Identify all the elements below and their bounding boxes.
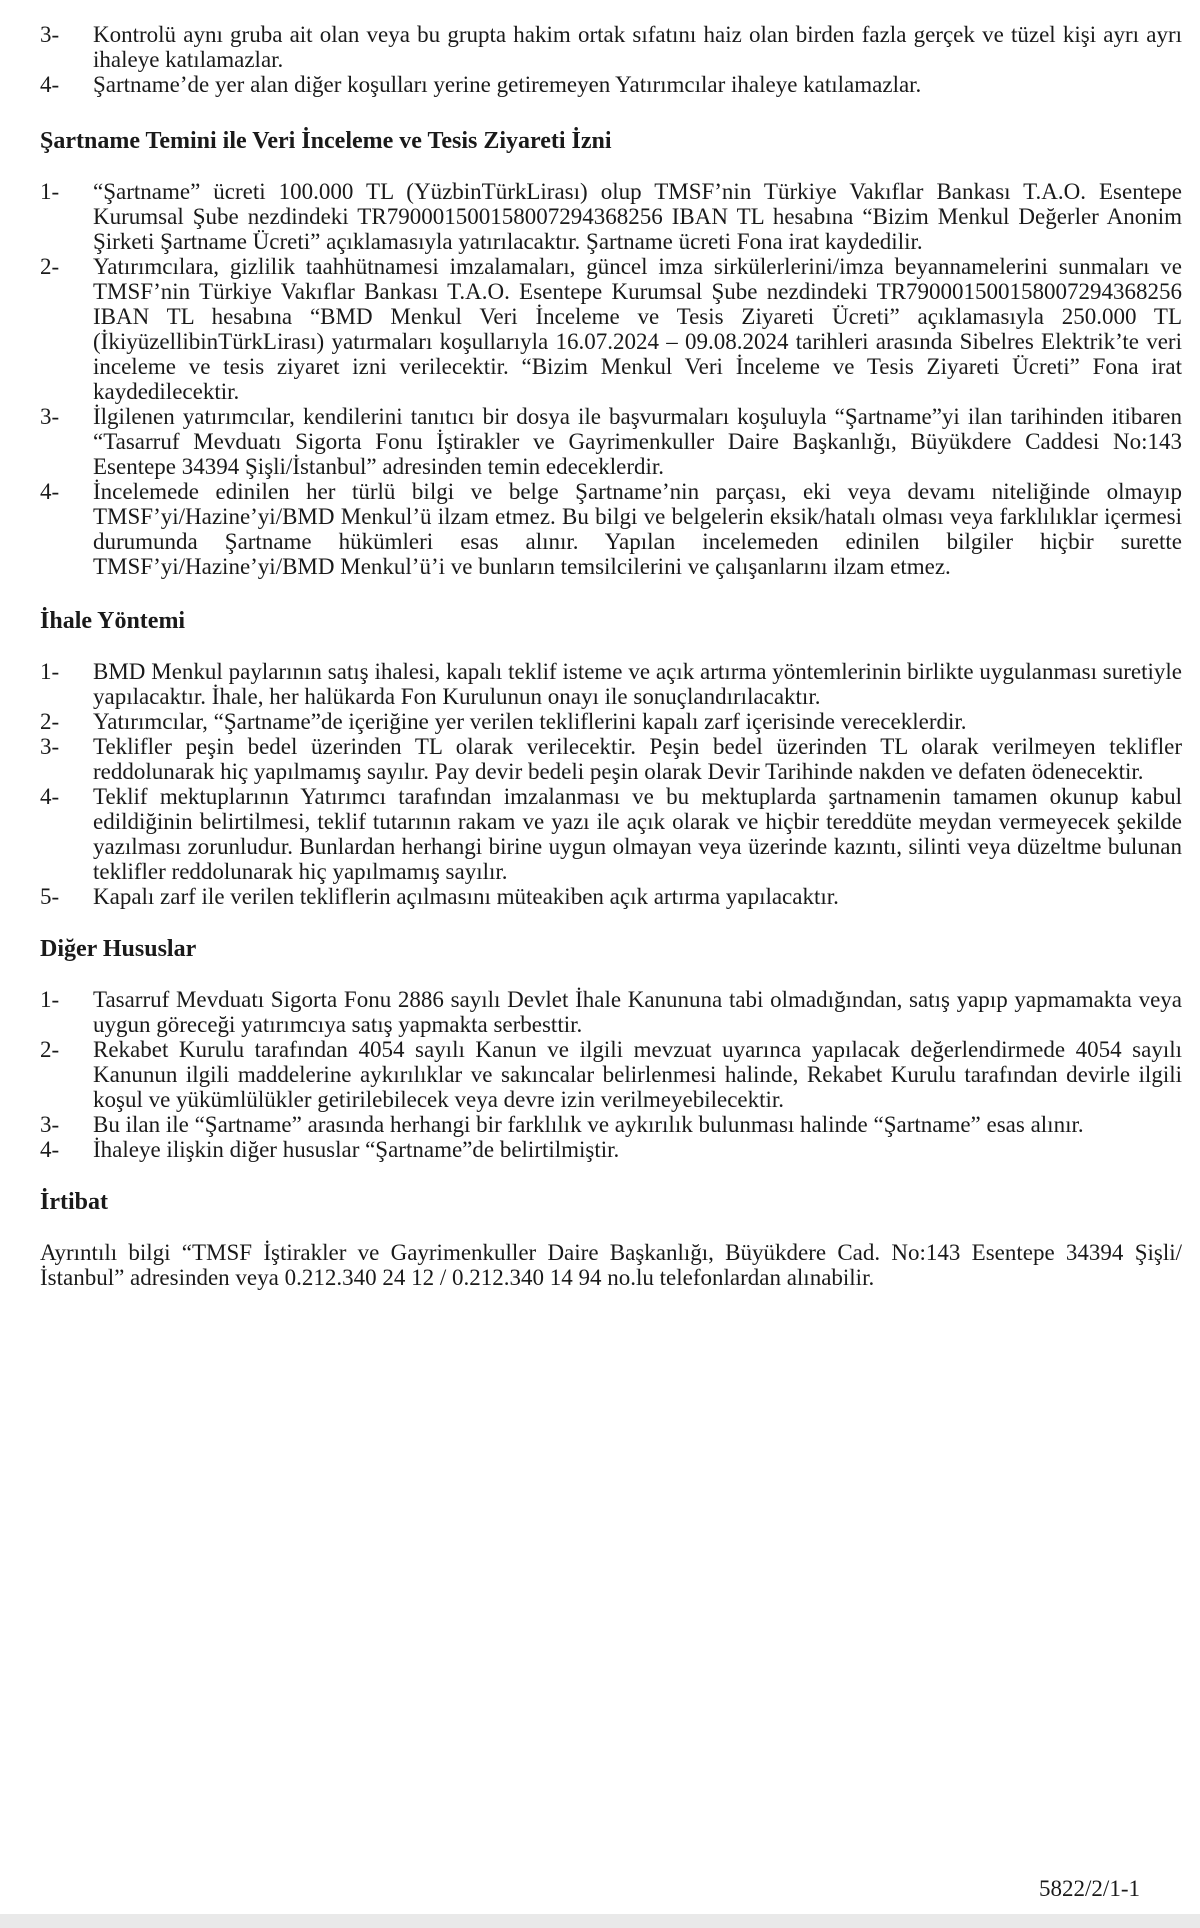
list-item [40,179,1182,254]
item-text: Şartname’de yer alan diğer koşulları yerine getiremeyen Yatırımcılar ihaleye katılamazlar. [93,72,922,97]
item-text: Teklifler peşin bedel üzerinden TL olarak verilecektir. Peşin bedel üzerinden TL olarak verilmeyen teklifler reddolunarak hiç yapılmamış sayılır. Pay devir bedeli peşin olarak Devir Tarihinde nakden ve defaten ödenecektir. [93,734,1182,784]
item-number: 1- [40,659,60,684]
intro-list [40,22,1182,97]
item-text: Kapalı zarf ile verilen tekliflerin açılmasını müteakiben açık artırma yapılacaktır. [93,884,839,909]
list-item [40,784,1182,884]
item-text: Yatırımcılara, gizlilik taahhütnamesi imzalamaları, güncel imza sirkülerlerini/imza beyannamelerini sunmaları ve TMSF’nin Türkiye Vakıflar Bankası T.A.O. Esentepe Kurumsal Şube nezdindeki TR790001500158007294368256 IBAN TL hesabına “BMD Menkul Veri İnceleme ve Tesis Ziyareti Ücreti” açıklamasıyla 250.000 TL (İkiyüzellibinTürkLirası) yatırmaları koşullarıyla 16.07.2024 – 09.08.2024 tarihleri arasında Sibelres Elektrik’te veri inceleme ve tesis ziyaret izni verilecektir. “Bizim Menkul Veri İnceleme ve Tesis Ziyareti Ücreti” Fona irat kaydedilecektir. [93,254,1182,404]
list-item [40,254,1182,404]
list-item [40,659,1182,709]
page-bottom-edge [0,1914,1200,1928]
list-item [40,709,1182,734]
item-text: “Şartname” ücreti 100.000 TL (YüzbinTürkLirası) olup TMSF’nin Türkiye Vakıflar Bankası T.A.O. Esentepe Kurumsal Şube nezdindeki TR790001500158007294368256 IBAN TL hesabına “Bizim Menkul Değerler Anonim Şirketi Şartname Ücreti” açıklamasıyla yatırılacaktır. Şartname ücreti Fona irat kaydedilir. [93,179,1182,254]
item-text: İhaleye ilişkin diğer hususlar “Şartname”de belirtilmiştir. [93,1137,620,1162]
list-item [40,884,1182,909]
item-text: Kontrolü aynı gruba ait olan veya bu grupta hakim ortak sıfatını haiz olan birden fazla gerçek ve tüzel kişi ayrı ayrı ihaleye katılamazlar. [93,22,1182,72]
item-text: İncelemede edinilen her türlü bilgi ve belge Şartname’nin parçası, eki veya devamı niteliğinde olmayıp TMSF’yi/Hazine’yi/BMD Menkul’ü ilzam etmez. Bu bilgi ve belgelerin eksik/hatalı olması veya farklılıklar içermesi durumunda Şartname hükümleri esas alınır. Yapılan incelemeden edinilen bilgiler hiçbir surette TMSF’yi/Hazine’yi/BMD Menkul’ü’i ve bunların temsilcilerini ve çalışanlarını ilzam etmez. [93,479,1182,579]
list-item [40,1037,1182,1112]
section-title-ihale-yontemi: İhale Yöntemi [40,608,186,634]
list-item [40,987,1182,1037]
list-item [40,734,1182,784]
list-item [40,72,1182,97]
section-list-diger-hususlar [40,987,1182,1162]
item-number: 4- [40,784,60,809]
item-text: BMD Menkul paylarının satış ihalesi, kapalı teklif isteme ve açık artırma yöntemlerinin birlikte uygulanması suretiyle yapılacaktır. İhale, her halükarda Fon Kurulunun onayı ile sonuçlandırılacaktır. [93,659,1182,709]
item-text: Teklif mektuplarının Yatırımcı tarafından imzalanması ve bu mektuplarda şartnamenin tamamen okunup kabul edildiğinin belirtilmesi, teklif tutarının rakam ve yazı ile açık olarak ve hiçbir tereddüte meydan vermeyecek şekilde yazılması zorunludur. Bunlardan herhangi birine uygun olmayan veya üzerinde kazıntı, silinti veya düzeltme bulunan teklifler reddolunarak hiç yapılmamış sayılır. [93,784,1182,884]
item-number: 5- [40,884,60,909]
item-number: 3- [40,1112,60,1137]
item-text: Rekabet Kurulu tarafından 4054 sayılı Kanun ve ilgili mevzuat uyarınca yapılacak değerlendirmede 4054 sayılı Kanunun ilgili maddelerine aykırılıklar ve sakıncalar belirlenmesi halinde, Rekabet Kurulu tarafından devirle ilgili koşul ve yükümlülükler getirilebilecek veya devre izin verilmeyebilecektir. [93,1037,1182,1112]
list-item [40,1112,1182,1137]
item-text: Yatırımcılar, “Şartname”de içeriğine yer verilen tekliflerini kapalı zarf içerisinde vereceklerdir. [93,709,967,734]
item-number: 2- [40,254,60,279]
item-number: 3- [40,404,60,429]
list-item [40,479,1182,579]
list-item [40,404,1182,479]
item-number: 2- [40,1037,60,1062]
list-item [40,22,1182,72]
item-number: 1- [40,179,60,204]
item-number: 4- [40,479,60,504]
list-item [40,1137,1182,1162]
item-number: 3- [40,22,60,47]
item-number: 2- [40,709,60,734]
section-title-sartname-temini: Şartname Temini ile Veri İnceleme ve Tesis Ziyareti İzni [40,128,612,154]
item-number: 4- [40,1137,60,1162]
document-reference-number: 5822/2/1-1 [1039,1876,1140,1901]
item-text: Bu ilan ile “Şartname” arasında herhangi bir farklılık ve aykırılık bulunması halinde “Şartname” esas alınır. [93,1112,1084,1137]
section-list-ihale-yontemi [40,659,1182,909]
item-number: 1- [40,987,60,1012]
item-text: Tasarruf Mevduatı Sigorta Fonu 2886 sayılı Devlet İhale Kanununa tabi olmadığından, satış yapıp yapmamakta veya uygun göreceği yatırımcıya satış yapmakta serbesttir. [93,987,1182,1037]
item-text: İlgilenen yatırımcılar, kendilerini tanıtıcı bir dosya ile başvurmaları koşuluyla “Şartname”yi ilan tarihinden itibaren “Tasarruf Mevduatı Sigorta Fonu İştirakler ve Gayrimenkuller Daire Başkanlığı, Büyükdere Caddesi No:143 Esentepe 34394 Şişli/İstanbul” adresinden temin edeceklerdir. [93,404,1182,479]
contact-title: İrtibat [40,1189,108,1215]
section-title-diger-hususlar: Diğer Hususlar [40,936,197,962]
contact-text: Ayrıntılı bilgi “TMSF İştirakler ve Gayrimenkuller Daire Başkanlığı, Büyükdere Cad. No:143 Esentepe 34394 Şişli/İstanbul” adresinden veya 0.212.340 24 12 / 0.212.340 14 94 no.lu telefonlardan alınabilir. [40,1240,1182,1290]
section-list-sartname-temini [40,179,1182,579]
item-number: 4- [40,72,60,97]
item-number: 3- [40,734,60,759]
